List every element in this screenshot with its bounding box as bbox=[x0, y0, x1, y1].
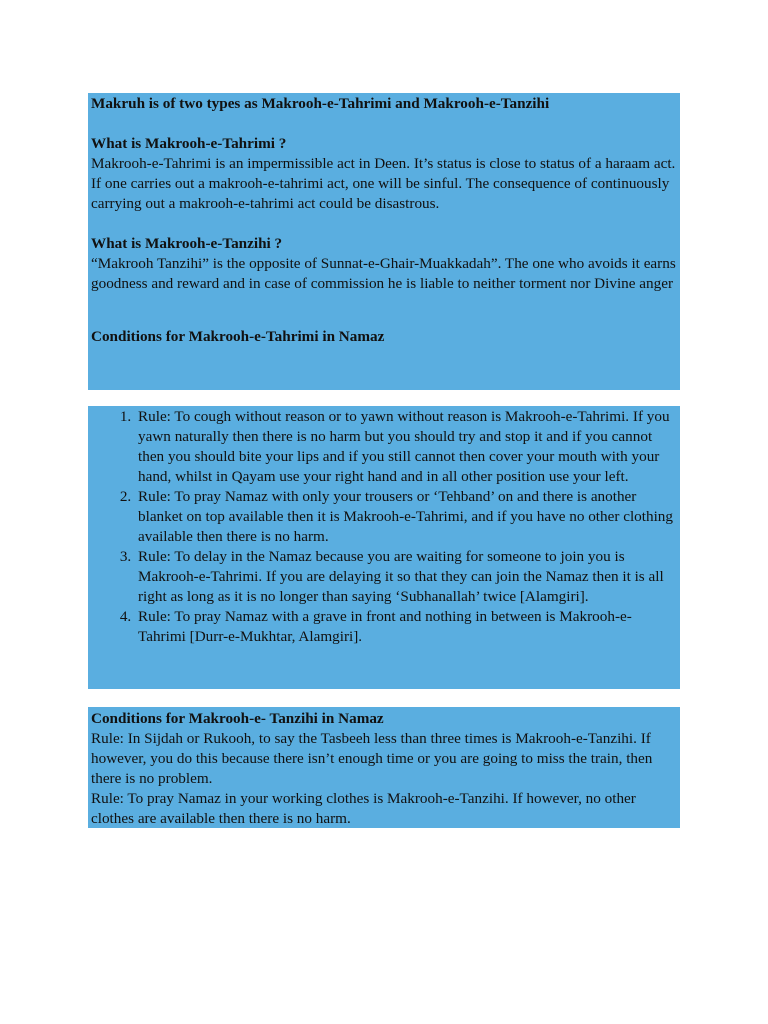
rule-item: 3. Rule: To delay in the Namaz because you are waiting for someone to join you is Makrooh-e-Tahrimi. If you are delaying it so that they can join the Namaz then it is all right as long as it is no longer than saying ‘Subhanallah’ twice [Alamgiri]. bbox=[135, 547, 677, 607]
rule-item: 4. Rule: To pray Namaz with a grave in front and nothing in between is Makrooh-e-Tahrimi [Durr-e-Mukhtar, Alamgiri]. bbox=[135, 607, 677, 647]
rule-item: 1. Rule: To cough without reason or to yawn without reason is Makrooh-e-Tahrimi. If you yawn naturally then there is no harm but you should try and stop it and if you cannot then you should bite your lips and if you still cannot then cover your mouth with your hand, whilst in Qayam use your right hand and in all other position use your left. bbox=[135, 407, 677, 487]
tanzihi-rule: Rule: In Sijdah or Rukooh, to say the Tasbeeh less than three times is Makrooh-e-Tanzihi. If however, you do this because there isn’t enough time or you are going to miss the train, then there is no problem. bbox=[91, 730, 653, 787]
tahrimi-rules-list bbox=[91, 407, 677, 647]
tanzihi-question: What is Makrooh-e-Tanzihi ? bbox=[91, 235, 283, 252]
tahrimi-conditions-heading: Conditions for Makrooh-e-Tahrimi in Namaz bbox=[91, 328, 385, 345]
rule-item: 2. Rule: To pray Namaz with only your trousers or ‘Tehband’ on and there is another blanket on top available then it is Makrooh-e-Tahrimi, and if you have no other clothing available then there is no harm. bbox=[135, 487, 677, 547]
tanzihi-conditions-heading: Conditions for Makrooh-e- Tanzihi in Namaz bbox=[91, 710, 384, 727]
tanzihi-rule: Rule: To pray Namaz in your working clothes is Makrooh-e-Tanzihi. If however, no other clothes are available then there is no harm. bbox=[91, 790, 636, 827]
spacer bbox=[91, 114, 677, 134]
tahrimi-answer: Makrooh-e-Tahrimi is an impermissible act in Deen. It’s status is close to status of a haraam act. If one carries out a makrooh-e-tahrimi act, one will be sinful. The consequence of continuously carrying out a makrooh-e-tahrimi act could be disastrous. bbox=[91, 155, 676, 212]
tanzihi-section bbox=[88, 707, 680, 828]
tahrimi-question: What is Makrooh-e-Tahrimi ? bbox=[91, 135, 287, 152]
spacer bbox=[91, 214, 677, 234]
spacer bbox=[91, 294, 677, 327]
tahrimi-rules-section bbox=[88, 406, 680, 689]
intro-section bbox=[88, 93, 680, 390]
tanzihi-answer: “Makrooh Tanzihi” is the opposite of Sunnat-e-Ghair-Muakkadah”. The one who avoids it earns goodness and reward and in case of commission he is liable to neither torment nor Divine anger bbox=[91, 255, 676, 292]
intro-heading: Makruh is of two types as Makrooh-e-Tahrimi and Makrooh-e-Tanzihi bbox=[91, 95, 550, 112]
